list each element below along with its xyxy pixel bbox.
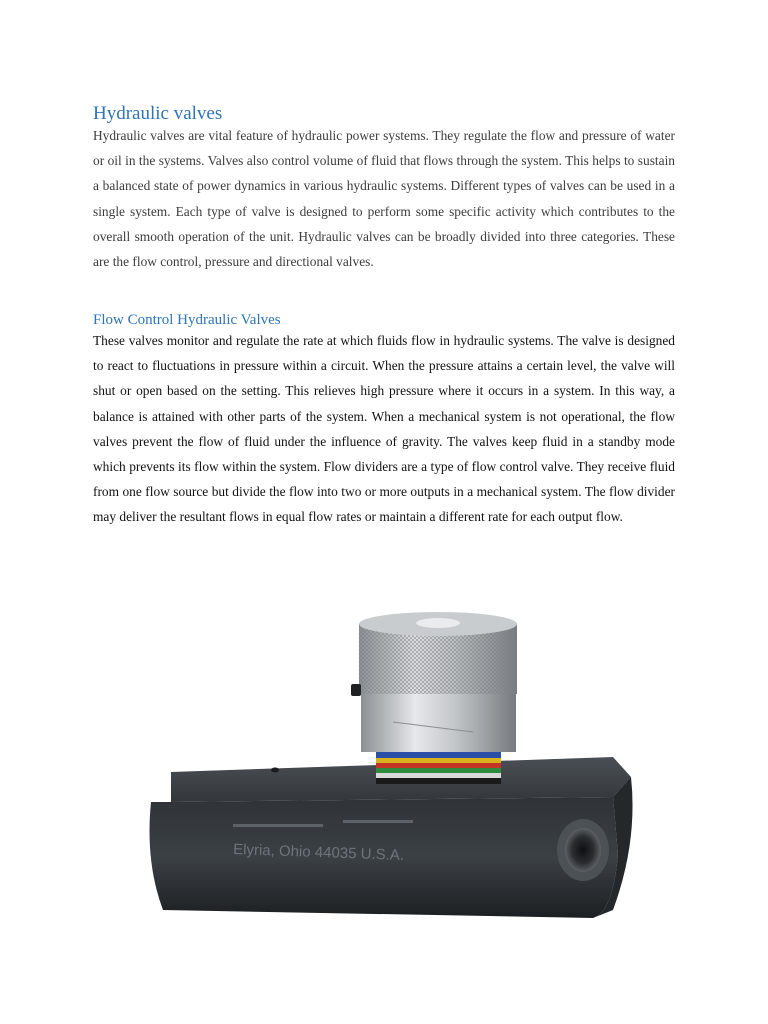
valve-illustration bbox=[93, 592, 675, 924]
heading-hydraulic-valves: Hydraulic valves bbox=[93, 103, 223, 124]
adjustment-knob bbox=[351, 612, 517, 752]
color-band bbox=[376, 752, 501, 784]
engraved-text: Elyria, Ohio 44035 U.S.A. bbox=[232, 841, 405, 864]
flow-control-paragraph: These valves monitor and regulate the rate at which fluids flow in hydraulic systems. The valve is designed to react to fluctuations in pressure within a circuit. When the pressure attains a certain level, the valve will shut or open based on the setting. This relieves high pressure where it occurs in a system. In this way, a balance is attained with other parts of the system. When a mechanical system is not operational, the flow valves prevent the flow of fluid under the influence of gravity. The valves keep fluid in a standby mode which prevents its flow within the system. Flow dividers are a type of flow control valve. They receive fluid from one flow source but divide the flow into two or more outputs in a mechanical system. The flow divider may deliver the resultant flows in equal flow rates or maintain a different rate for each output flow. bbox=[93, 333, 675, 525]
flow-control-valve-photo bbox=[93, 592, 675, 924]
intro-paragraph: Hydraulic valves are vital feature of hydraulic power systems. They regulate the flow and pressure of water or oil in the systems. Valves also control volume of fluid that flows through the system. This helps to sustain a balanced state of power dynamics in various hydraulic systems. Different types of valves can be used in a single system. Each type of valve is designed to perform some specific activity which contributes to the overall smooth operation of the unit. Hydraulic valves can be broadly divided into three categories. These are the flow control, pressure and directional valves. bbox=[93, 128, 675, 270]
heading-flow-control: Flow Control Hydraulic Valves bbox=[93, 312, 281, 328]
threaded-port bbox=[557, 819, 609, 881]
